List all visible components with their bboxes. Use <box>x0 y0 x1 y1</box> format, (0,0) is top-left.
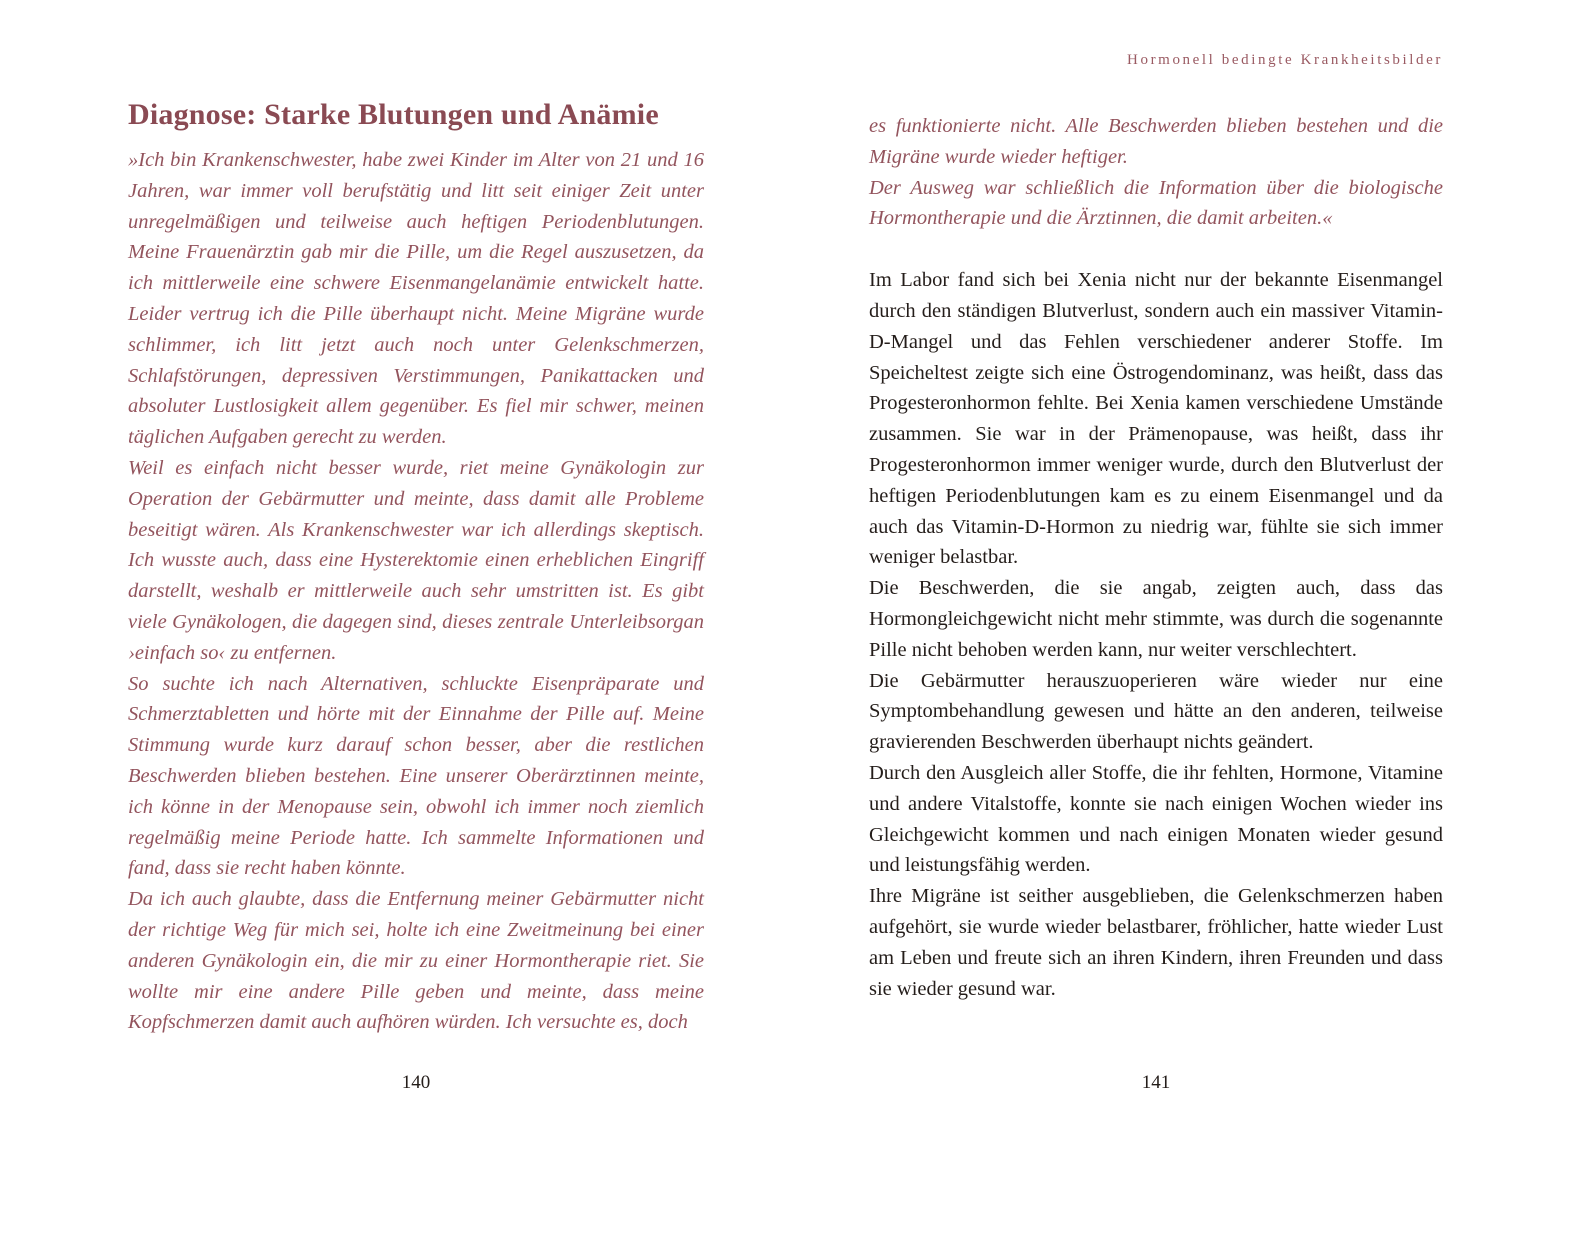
page-right <box>869 52 1443 1004</box>
patient-quote-right <box>869 111 1443 234</box>
quote-paragraph: es funktionierte nicht. Alle Beschwerden blieben bestehen und die Migräne wurde wieder heftiger. <box>869 115 1443 168</box>
chapter-heading: Diagnose: Starke Blutungen und Anämie <box>128 98 659 131</box>
quote-paragraph: Der Ausweg war schließlich die Information über die biologische Hormontherapie und die Ärztinnen, die damit arbeiten.« <box>869 176 1443 230</box>
body-text <box>869 265 1443 1004</box>
quote-paragraph: So suchte ich nach Alternativen, schluckte Eisenpräparate und Schmerztabletten und hörte mit der Einnahme der Pille auf. Meine Stimmung wurde kurz darauf schon besser, aber die restlichen Beschwerden blieben bestehen. Eine unserer Oberärztinnen meinte, ich könne in der Menopause sein, obwohl ich immer noch ziemlich regelmäßig meine Periode hatte. Ich sammelte Informationen und fand, dass sie recht haben könnte. <box>128 672 704 880</box>
page-left <box>128 98 704 1038</box>
running-header: Hormonell bedingte Krankheitsbilder <box>1127 52 1443 68</box>
body-paragraph: Die Beschwerden, die sie angab, zeigten auch, dass das Hormongleichgewicht nicht mehr stimmte, was durch die sogenannte Pille nicht behoben werden kann, nur weiter verschlechtert. <box>869 577 1443 661</box>
quote-paragraph: Da ich auch glaubte, dass die Entfernung meiner Gebärmutter nicht der richtige Weg für mich sei, holte ich eine Zweitmeinung bei einer anderen Gynäkologin ein, die mir zu einer Hormontherapie riet. Sie wollte mir eine andere Pille geben und meinte, dass meine Kopfschmerzen damit auch aufhören würden. Ich versuchte es, doch <box>128 888 704 1034</box>
body-paragraph: Ihre Migräne ist seither ausgeblieben, die Gelenkschmerzen haben aufgehört, sie wurde wieder belastbarer, fröhlicher, hatte wieder Lust am Leben und freute sich an ihren Kindern, ihren Freunden und dass sie wieder gesund war. <box>869 885 1443 1000</box>
body-paragraph: Im Labor fand sich bei Xenia nicht nur der bekannte Eisenmangel durch den ständigen Blutverlust, sondern auch ein massiver Vitamin-D-Mangel und das Fehlen verschiedener anderer Stoffe. Im Speicheltest zeigte sich eine Östrogendominanz, was heißt, dass das Progesteronhormon fehlte. Bei Xenia kamen verschiedene Umstände zusammen. Sie war in der Prämenopause, was heißt, dass ihr Progesteronhormon immer weniger wurde, durch den Blutverlust der heftigen Periodenblutungen kam es zu einem Eisenmangel und da auch das Vitamin-D-Hormon zu niedrig war, fühlte sie sich immer weniger belastbar. <box>869 269 1443 569</box>
page-number-right: 141 <box>1141 1072 1171 1093</box>
page-number-left: 140 <box>401 1072 431 1093</box>
patient-quote-left <box>128 145 704 1038</box>
paragraph-gap <box>869 234 1443 265</box>
quote-paragraph: Weil es einfach nicht besser wurde, riet meine Gynäkologin zur Operation der Gebärmutter und meinte, dass damit alle Probleme beseitigt wären. Als Krankenschwester war ich allerdings skeptisch. Ich wusste auch, dass eine Hysterektomie einen erheblichen Eingriff darstellt, weshalb er mittlerweile auch sehr umstritten ist. Es gibt viele Gynäkologen, die dagegen sind, dieses zentrale Unterleibsorgan ›einfach so‹ zu entfernen. <box>128 456 704 664</box>
body-paragraph: Die Gebärmutter herauszuoperieren wäre wieder nur eine Symptombehandlung gewesen und hätte an den anderen, teilweise gravierenden Beschwerden überhaupt nichts geändert. <box>869 669 1443 754</box>
body-paragraph: Durch den Ausgleich aller Stoffe, die ihr fehlten, Hormone, Vitamine und andere Vitalstoffe, konnte sie nach einigen Wochen wieder ins Gleichgewicht kommen und nach einigen Monaten wieder gesund und leistungsfähig werden. <box>869 761 1443 877</box>
quote-paragraph: »Ich bin Krankenschwester, habe zwei Kinder im Alter von 21 und 16 Jahren, war immer voll berufstätig und litt seit einiger Zeit unter unregelmäßigen und teilweise auch heftigen Periodenblutungen. Meine Frauenärztin gab mir die Pille, um die Regel auszusetzen, da ich mittlerweile eine schwere Eisenmangelanämie entwickelt hatte. Leider vertrug ich die Pille überhaupt nicht. Meine Migräne wurde schlimmer, ich litt jetzt auch noch unter Gelenkschmerzen, Schlafstörungen, depressiven Verstimmungen, Panikattacken und absoluter Lustlosigkeit allem gegenüber. Es fiel mir schwer, meinen täglichen Aufgaben gerecht zu werden. <box>128 149 704 449</box>
